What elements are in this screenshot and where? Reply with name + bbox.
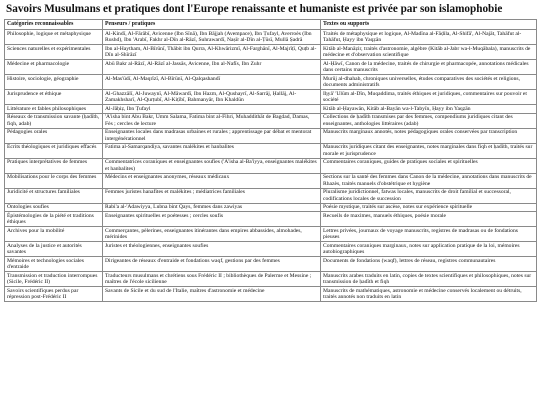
cell-thinkers: Médecins et enseignantes anonymes, réseaux médicaux (103, 173, 321, 188)
table-row (5, 272, 537, 287)
cell-texts: Collections de ḥadīth transmises par des femmes, compendiums juridiques citant des enseignantes, anthologies littéraires (adab) (321, 113, 537, 128)
table-row (5, 158, 537, 173)
table-row (5, 105, 537, 114)
cell-category: Sciences naturelles et expérimentales (5, 45, 103, 60)
cell-category: Pratiques interprétatives de femmes (5, 158, 103, 173)
cell-thinkers: 'A'isha bint Abu Bakr, Umm Salama, Fatima bint al-Fihri, Muhaddithāt de Bagdad, Damas, Fès ; cercles de lecture (103, 113, 321, 128)
cell-thinkers: Ibn al-Haytham, Al-Bīrūnī, Thābit ibn Qurra, Al-Khwārizmī, Al-Farghānī, Al-Majrīṭī, Quṭb al-Dīn al-Shīrāzī (103, 45, 321, 60)
table-row (5, 287, 537, 302)
header-categories: Catégories reconnaissables (5, 20, 103, 30)
cell-category: Jurisprudence et éthique (5, 90, 103, 105)
cell-texts: Manuscrits marginaux annotés, notes pédagogiques orales conservées par transcription (321, 128, 537, 143)
cell-category: Ontologies soufies (5, 203, 103, 212)
cell-thinkers: Commerçantes, pèlerines, enseignantes itinérantes dans empires abbassides, almohades, mérinides (103, 227, 321, 242)
header-texts: Textes ou supports (321, 20, 537, 30)
cell-category: Juridicité et structures familiales (5, 188, 103, 203)
table-body (5, 30, 537, 302)
cell-thinkers: Fatima al-Samarqandiya, savantes malékites et hanbalites (103, 143, 321, 158)
cell-category: Philosophie, logique et métaphysique (5, 30, 103, 45)
cell-thinkers: Traducteurs musulmans et chrétiens sous Frédéric II ; bibliothèques de Palerme et Messine ; maîtres de l'école sicilienne (103, 272, 321, 287)
table-row (5, 227, 537, 242)
cell-thinkers: Rabi'a al-'Adawiyya, Lubna bint Qays, femmes dans zawiyas (103, 203, 321, 212)
cell-thinkers: Al-Mas'ūdī, Al-Maqrīzī, Al-Bīrūnī, Al-Qalqashandī (103, 75, 321, 90)
cell-texts: Traités de métaphysique et logique, Al-Madīna al-Fāḍila, Al-Shifā', Al-Najāt, Tahāfut al-Tahāfut, Ḥayy ibn Yaqẓān (321, 30, 537, 45)
cell-thinkers: Savants de Sicile et du sud de l'Italie, maîtres d'astronomie et médecine (103, 287, 321, 302)
cell-texts: Kitāb al-Ḥayawān, Kitāb al-Bayān wa-l-Tabyīn, Ḥayy ibn Yaqẓān (321, 105, 537, 114)
cell-category: Pédagogies orales (5, 128, 103, 143)
table-row (5, 60, 537, 75)
cell-texts: Sections sur la santé des femmes dans Canon de la médecine, annotations dans manuscrits de Rhazès, traités manuels d'obstétrique et hygiène (321, 173, 537, 188)
cell-texts: Murūj al-dhahab, chroniques universelles, études comparatives des sociétés et religions, documents administratifs (321, 75, 537, 90)
table-row (5, 90, 537, 105)
cell-thinkers: Dirigeantes de réseaux d'entraide et fondations waqf, gestions par des femmes (103, 257, 321, 272)
cell-thinkers: Enseignantes locales dans madrasas urbaines et rurales ; apprentissage par débat et mentorat intergénérationnel (103, 128, 321, 143)
cell-category: Analyses de la justice et autorités savantes (5, 242, 103, 257)
cell-category: Transmission et traduction interrompues (Sicile, Frédéric II) (5, 272, 103, 287)
table-row (5, 212, 537, 227)
cell-thinkers: Al-Jāḥiẓ, Ibn Ṭufayl (103, 105, 321, 114)
cell-category: Médecine et pharmacologie (5, 60, 103, 75)
table-row (5, 30, 537, 45)
cell-category: Savoirs scientifiques perdus par répression post-Frédéric II (5, 287, 103, 302)
cell-thinkers: Al-Kindī, Al-Fārābī, Avicenne (Ibn Sīnā), Ibn Bājjah (Avempace), Ibn Ṭufayl, Averroès (Ibn Rushd), Ibn 'Arabī, Fakhr al-Dīn al-Rāzī, Suhrawardī, Naṣīr al-Dīn al-Ṭūsī, Mullā Ṣadrā (103, 30, 321, 45)
cell-texts: Manuscrits juridiques citant des enseignantes, notes marginales dans fiqh et ḥadīth, traités sur morale et jurisprudence (321, 143, 537, 158)
cell-texts: Poésie mystique, traités sur ascèse, notes sur expérience spirituelle (321, 203, 537, 212)
cell-texts: Manuscrits arabes traduits en latin, copies de textes scientifiques et philosophiques, notes sur transmission de ḥadīth et fiqh (321, 272, 537, 287)
table-row (5, 188, 537, 203)
cell-texts: Al-Ḥāwī, Canon de la médecine, traités de chirurgie et pharmacopée, annotations médicales dans certains manuscrits (321, 60, 537, 75)
table-row (5, 257, 537, 272)
cell-category: Archives pour la mobilité (5, 227, 103, 242)
cell-category: Histoire, sociologie, géographie (5, 75, 103, 90)
table-row (5, 75, 537, 90)
cell-category: Épistémologies de la piété et traditions éthiques (5, 212, 103, 227)
table-row (5, 143, 537, 158)
cell-thinkers: Femmes juristes hanafites et malékites ; médiatrices familiales (103, 188, 321, 203)
cell-category: Mémoires et technologies sociales d'entraide (5, 257, 103, 272)
header-row (5, 20, 537, 30)
header-thinkers: Penseurs / pratiques (103, 20, 321, 30)
table-row (5, 113, 537, 128)
cell-texts: Lettres privées, journaux de voyage manuscrits, registres de madrasas ou de fondations pieuses (321, 227, 537, 242)
cell-texts: Iḥyā' 'Ulūm al-Dīn, Muqaddima, traités éthiques et juridiques, commentaires sur pouvoir et société (321, 90, 537, 105)
cell-texts: Pluralisme juridictionnel, fatwas locales, manuscrits de droit familial et successoral, codifications locales de succession (321, 188, 537, 203)
cell-category: Mobilisations pour le corps des femmes (5, 173, 103, 188)
table-row (5, 242, 537, 257)
table-row (5, 128, 537, 143)
cell-category: Réseaux de transmission savante (ḥadīth, fiqh, adab) (5, 113, 103, 128)
cell-texts: Recueils de maximes, manuels éthiques, poésie morale (321, 212, 537, 227)
cell-thinkers: Juristes et théologiennes, enseignantes soufies (103, 242, 321, 257)
cell-thinkers: Commentatrices coraniques et enseignantes soufies ('A'isha al-Ba'iyya, enseignantes malékites et hanbalites) (103, 158, 321, 173)
knowledge-table (4, 19, 537, 302)
cell-thinkers: Al-Ghazzālī, Al-Juwaynī, Al-Māwardī, Ibn Hazm, Al-Qushayrī, Al-Sarrāj, Ḥallāj, Al-Zamakhsharī, Al-Qurṭubī, Al-Kiṭībī, Bahmanyār, Ibn Khaldūn (103, 90, 321, 105)
cell-texts: Manuscrits de mathématiques, astronomie et médecine conservés localement ou détruits, traités annotés non traduits en latin (321, 287, 537, 302)
cell-texts: Kitāb al-Manāẓir, traités d'astronomie, algèbre (Kitāb al-Jabr wa-l-Muqābala), manuscrits de médecine et d'observation scientifique (321, 45, 537, 60)
table-row (5, 203, 537, 212)
table-header (5, 20, 537, 30)
cell-thinkers: Enseignantes spirituelles et poétesses ; cercles soufis (103, 212, 321, 227)
cell-texts: Commentaires coraniques marginaux, notes sur application pratique de la loi, mémoires autobiographiques (321, 242, 537, 257)
table-row (5, 173, 537, 188)
document-title: Savoirs Musulmans et pratiques dont l'Europe renaissante et humaniste est privée par son islamophobie (6, 3, 503, 15)
cell-texts: Documents de fondations (waqf), lettres de réseau, registres communautaires (321, 257, 537, 272)
table-row (5, 45, 537, 60)
cell-thinkers: Abū Bakr al-Rāzī, Al-Rāzī al-Jassās, Avicenne, Ibn al-Nafīs, Ibn Zuhr (103, 60, 321, 75)
cell-texts: Commentaires coraniques, guides de pratiques sociales et spirituelles (321, 158, 537, 173)
cell-category: Écrits théologiques et juridiques effacés (5, 143, 103, 158)
cell-category: Littérature et fables philosophiques (5, 105, 103, 114)
